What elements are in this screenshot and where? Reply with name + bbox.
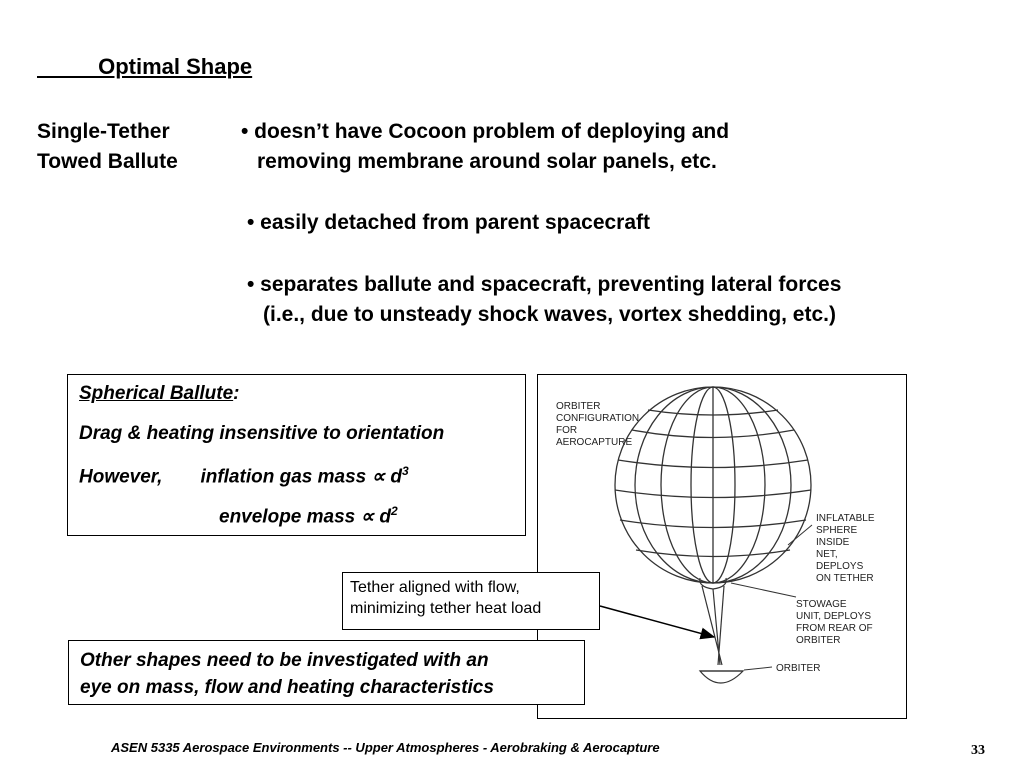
sphere-net — [615, 387, 811, 583]
tether-callout — [342, 572, 600, 630]
bullet-cocoon-line-2: removing membrane around solar panels, etc. — [257, 150, 717, 173]
callout-line-2: minimizing tether heat load — [350, 600, 542, 617]
envelope-mass-exponent: 2 — [390, 504, 398, 518]
spherical-ballute-box — [67, 374, 526, 536]
gas-mass-text: inflation gas mass ∝ d — [200, 466, 402, 488]
label-leader-lines — [731, 525, 812, 670]
ballute-orientation-line: Drag & heating insensitive to orientation — [79, 423, 445, 444]
envelope-mass-text: envelope mass ∝ d — [219, 506, 391, 528]
page-number: 33 — [971, 743, 985, 758]
ballute-heading-line — [79, 383, 240, 405]
ballute-envelope-line — [219, 504, 398, 528]
stowage-label: STOWAGE UNIT, DEPLOYS FROM REAR OF ORBITER — [796, 599, 873, 646]
slide-title: Optimal Shape — [37, 54, 253, 79]
ballute-gas-mass-line — [79, 464, 409, 488]
footer-course-title: ASEN 5335 Aerospace Environments -- Upper Atmospheres - Aerobraking & Aerocapture — [111, 740, 660, 755]
gas-mass-exponent: 3 — [401, 464, 409, 478]
bullet-detached-line-1: • easily detached from parent spacecraft — [247, 211, 651, 234]
orbiter-label: ORBITER — [776, 663, 821, 674]
ballute-figure — [537, 374, 907, 719]
ballute-heading: Spherical Ballute — [79, 383, 234, 404]
orbiter-capsule — [700, 671, 743, 683]
callout-line-1: Tether aligned with flow, — [350, 579, 520, 596]
ballute-diagram — [538, 375, 906, 718]
subject-label — [37, 117, 178, 177]
subject-line-1: Single-Tether — [37, 120, 170, 143]
stowage-tether — [700, 578, 726, 665]
bullet-cocoon — [241, 117, 729, 177]
however-label: However, — [79, 466, 163, 488]
bullet-cocoon-line-1: • doesn’t have Cocoon problem of deploying and — [241, 120, 730, 143]
bullet-detached — [247, 208, 650, 238]
subject-line-2: Towed Ballute — [37, 150, 178, 173]
ballute-heading-colon: : — [233, 383, 240, 404]
bullet-separates-line-2: (i.e., due to unsteady shock waves, vortex shedding, etc.) — [263, 303, 836, 326]
bullet-separates-line-1: • separates ballute and spacecraft, preventing lateral forces — [247, 273, 842, 296]
orbiter-config-label: ORBITER CONFIGURATION FOR AEROCAPTURE — [556, 401, 640, 448]
other-shapes-note — [68, 640, 585, 705]
note-line-1: Other shapes need to be investigated with an — [80, 650, 489, 671]
sphere-label: INFLATABLE SPHERE INSIDE NET, DEPLOYS ON TETHER — [816, 513, 875, 584]
bullet-separates — [247, 270, 841, 330]
note-line-2: eye on mass, flow and heating characteristics — [80, 677, 494, 698]
